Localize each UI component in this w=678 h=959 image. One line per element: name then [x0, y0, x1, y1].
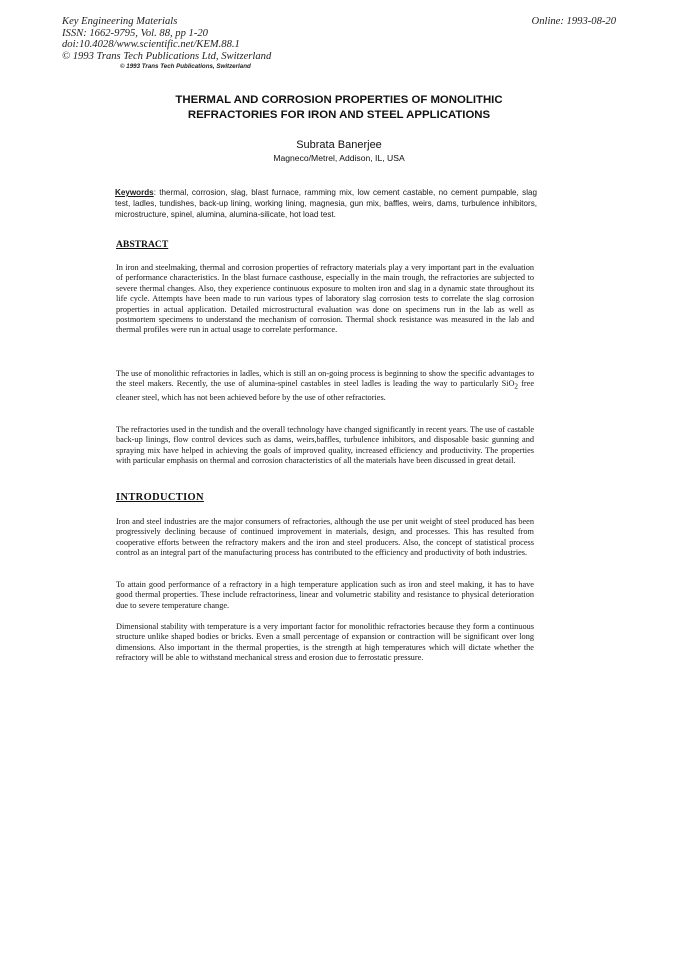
abstract-paragraph-2-start: The use of monolithic refractories in ladles, which is still an on-going process is beginning to show the specific advantages to the steel makers. Recently, the use of alumina-spinel castables in steel ladles is leading the way to particularly SiO	[116, 369, 534, 389]
abstract-paragraph-1: In iron and steelmaking, thermal and corrosion properties of refractory materials play a very important part in the evaluation of performance characteristics. In the blast furnace casthouse, especially in the main trough, the refractories are subjected to severe thermal changes. Also, they experience continuous exposure to molten iron and slag in a dynamic state throughout its life cycle. Attempts have been made to run various types of laboratory slag corrosion tests to correlate the slag corrosion properties in actual application. Detailed microstructural evaluation was done on specimens run in the lab as well as postmortem specimens to understand the mechanism of corrosion. Thermal shock resistance was measured in the lab and thermal profiles were run in actual usage to correlate performance.	[116, 263, 534, 335]
keywords-label: Keywords	[115, 188, 154, 197]
journal-header	[62, 16, 271, 72]
introduction-heading: INTRODUCTION	[116, 492, 204, 503]
author-affiliation: Magneco/Metrel, Addison, IL, USA	[273, 153, 405, 163]
publisher-line: © 1993 Trans Tech Publications, Switzerland	[120, 63, 251, 71]
keywords-list: : thermal, corrosion, slag, blast furnace, ramming mix, low cement castable, no cement pumpable, slag test, ladles, tundishes, back-up lining, working lining, magnesia, gun mix, baffles, weirs, dams, turbulence inhibitors, microstructure, spinel, alumina, alumina-silicate, hot load test.	[115, 188, 537, 219]
title-line-1: THERMAL AND CORROSION PROPERTIES OF MONOLITHIC	[175, 94, 503, 106]
sio2-subscript: 2	[514, 384, 518, 392]
doi-line[interactable]: doi:10.4028/www.scientific.net/KEM.88.1	[62, 39, 240, 51]
abstract-heading: ABSTRACT	[116, 239, 169, 250]
paper-title	[100, 93, 578, 123]
issn-line: ISSN: 1662-9795, Vol. 88, pp 1-20	[62, 27, 208, 39]
abstract-paragraph-2-end: free cleaner steel, which has not been achieved before by the use of other refractories.	[116, 379, 534, 403]
title-line-2: REFRACTORIES FOR IRON AND STEEL APPLICATIONS	[187, 109, 491, 121]
author-name: Subrata Banerjee	[296, 139, 382, 151]
introduction-paragraph-2: To attain good performance of a refractory in a high temperature application such as iron and steel making, it has to have good thermal properties. These include refractoriness, linear and volumetric stability and resistance to physical deterioration due to severe temperature change.	[116, 580, 534, 610]
introduction-paragraph-1: Iron and steel industries are the major consumers of refractories, although the use per unit weight of steel produced has been progressively declining because of continued improvement in materials, design, and processes. This has resulted from cooperative efforts between the refractory makers and the iron and steel producers. Also, the concept of statistical process control as an integral part of the manufacturing process has contributed to the efficiency and productivity of both industries.	[116, 517, 534, 558]
copyright-line: © 1993 Trans Tech Publications Ltd, Switzerland	[62, 50, 272, 62]
abstract-paragraph-2	[116, 369, 534, 404]
abstract-paragraph-3: The refractories used in the tundish and the overall technology have changed significantly in recent years. The use of castable back-up linings, flow control devices such as dams, weirs,baffles, turbulence inhibitors, and disposable basic gunning and spraying mix have helped in achieving the goals of improved quality, increased efficiency and productivity. The properties with particular emphasis on thermal and corrosion characteristics of all the materials have been discussed in great detail.	[116, 425, 534, 466]
keywords-block	[115, 187, 537, 220]
journal-name: Key Engineering Materials	[62, 16, 178, 27]
introduction-paragraph-3: Dimensional stability with temperature is a very important factor for monolithic refractories because they form a continuous structure unlike shaped bodies or bricks. Even a small percentage of expansion or contraction will be significant over long dimensions. Also important in the thermal properties, is the strength at high temperatures which will dictate whether the refractory will be able to withstand mechanical stress and erosion due to ferrostatic pressure.	[116, 622, 534, 663]
online-date: Online: 1993-08-20	[531, 16, 616, 27]
